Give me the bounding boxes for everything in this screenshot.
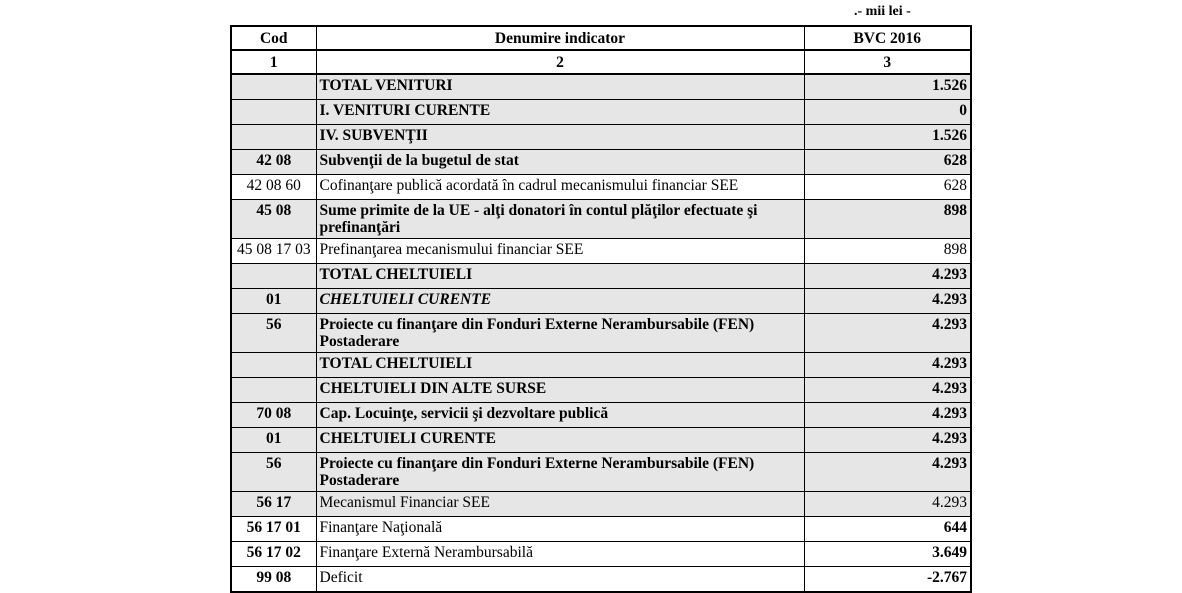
row-name: IV. SUBVENŢII bbox=[316, 125, 804, 150]
row-name: CHELTUIELI DIN ALTE SURSE bbox=[316, 378, 804, 403]
table-row bbox=[231, 239, 971, 264]
unit-label: .- mii lei - bbox=[854, 4, 911, 19]
row-code bbox=[231, 264, 316, 289]
row-value: 628 bbox=[804, 175, 971, 200]
row-name: CHELTUIELI CURENTE bbox=[316, 428, 804, 453]
table-row bbox=[231, 314, 971, 353]
row-code: 56 bbox=[231, 453, 316, 492]
row-value: 4.293 bbox=[804, 403, 971, 428]
row-code: 45 08 bbox=[231, 200, 316, 239]
table-row bbox=[231, 264, 971, 289]
row-name: Proiecte cu finanţare din Fonduri Externe Nerambursabile (FEN) Postaderare bbox=[316, 314, 804, 353]
row-value: 898 bbox=[804, 200, 971, 239]
row-value: 644 bbox=[804, 517, 971, 542]
row-name: Subvenţii de la bugetul de stat bbox=[316, 150, 804, 175]
row-code: 01 bbox=[231, 428, 316, 453]
row-value: 1.526 bbox=[804, 74, 971, 100]
row-code: 42 08 60 bbox=[231, 175, 316, 200]
table-row bbox=[231, 125, 971, 150]
row-code: 45 08 17 03 bbox=[231, 239, 316, 264]
table-row bbox=[231, 200, 971, 239]
row-name: Proiecte cu finanţare din Fonduri Externe Nerambursabile (FEN) Postaderare bbox=[316, 453, 804, 492]
header-row bbox=[231, 26, 971, 50]
column-number-1: 1 bbox=[231, 50, 316, 74]
row-value: 1.526 bbox=[804, 125, 971, 150]
row-name: Cap. Locuinţe, servicii şi dezvoltare publică bbox=[316, 403, 804, 428]
row-code: 99 08 bbox=[231, 567, 316, 593]
table-row bbox=[231, 353, 971, 378]
row-code bbox=[231, 378, 316, 403]
table-row bbox=[231, 428, 971, 453]
column-number-3: 3 bbox=[804, 50, 971, 74]
row-name: Sume primite de la UE - alţi donatori în contul plăţilor efectuate şi prefinanţări bbox=[316, 200, 804, 239]
table-row bbox=[231, 492, 971, 517]
row-value: 4.293 bbox=[804, 378, 971, 403]
table-row bbox=[231, 74, 971, 100]
row-name: Finanţare Externă Nerambursabilă bbox=[316, 542, 804, 567]
row-name: Deficit bbox=[316, 567, 804, 593]
row-value: 3.649 bbox=[804, 542, 971, 567]
row-value: -2.767 bbox=[804, 567, 971, 593]
row-value: 628 bbox=[804, 150, 971, 175]
table-row bbox=[231, 100, 971, 125]
column-number-2: 2 bbox=[316, 50, 804, 74]
row-value: 898 bbox=[804, 239, 971, 264]
table-row bbox=[231, 517, 971, 542]
row-value: 4.293 bbox=[804, 428, 971, 453]
row-name: I. VENITURI CURENTE bbox=[316, 100, 804, 125]
row-code: 56 bbox=[231, 314, 316, 353]
row-name: Mecanismul Financiar SEE bbox=[316, 492, 804, 517]
row-name: TOTAL CHELTUIELI bbox=[316, 264, 804, 289]
row-code bbox=[231, 74, 316, 100]
header-code: Cod bbox=[231, 26, 316, 50]
row-value: 4.293 bbox=[804, 314, 971, 353]
row-value: 4.293 bbox=[804, 353, 971, 378]
row-code: 42 08 bbox=[231, 150, 316, 175]
table-row bbox=[231, 150, 971, 175]
table-row bbox=[231, 403, 971, 428]
table-row bbox=[231, 175, 971, 200]
row-code: 56 17 bbox=[231, 492, 316, 517]
row-name: Cofinanţare publică acordată în cadrul mecanismului financiar SEE bbox=[316, 175, 804, 200]
header-name: Denumire indicator bbox=[316, 26, 804, 50]
row-code: 56 17 02 bbox=[231, 542, 316, 567]
row-name: Prefinanţarea mecanismului financiar SEE bbox=[316, 239, 804, 264]
row-code bbox=[231, 125, 316, 150]
row-code bbox=[231, 100, 316, 125]
table-row bbox=[231, 542, 971, 567]
column-number-row bbox=[231, 50, 971, 74]
row-code: 01 bbox=[231, 289, 316, 314]
row-value: 4.293 bbox=[804, 453, 971, 492]
row-value: 0 bbox=[804, 100, 971, 125]
row-value: 4.293 bbox=[804, 289, 971, 314]
row-code: 56 17 01 bbox=[231, 517, 316, 542]
table-row bbox=[231, 378, 971, 403]
header-value: BVC 2016 bbox=[804, 26, 971, 50]
row-name: TOTAL CHELTUIELI bbox=[316, 353, 804, 378]
row-code bbox=[231, 353, 316, 378]
row-code: 70 08 bbox=[231, 403, 316, 428]
row-name: CHELTUIELI CURENTE bbox=[316, 289, 804, 314]
row-name: TOTAL VENITURI bbox=[316, 74, 804, 100]
row-value: 4.293 bbox=[804, 492, 971, 517]
table-row bbox=[231, 289, 971, 314]
row-value: 4.293 bbox=[804, 264, 971, 289]
row-name: Finanţare Naţională bbox=[316, 517, 804, 542]
budget-table bbox=[230, 25, 972, 593]
table-row bbox=[231, 453, 971, 492]
table-row bbox=[231, 567, 971, 593]
